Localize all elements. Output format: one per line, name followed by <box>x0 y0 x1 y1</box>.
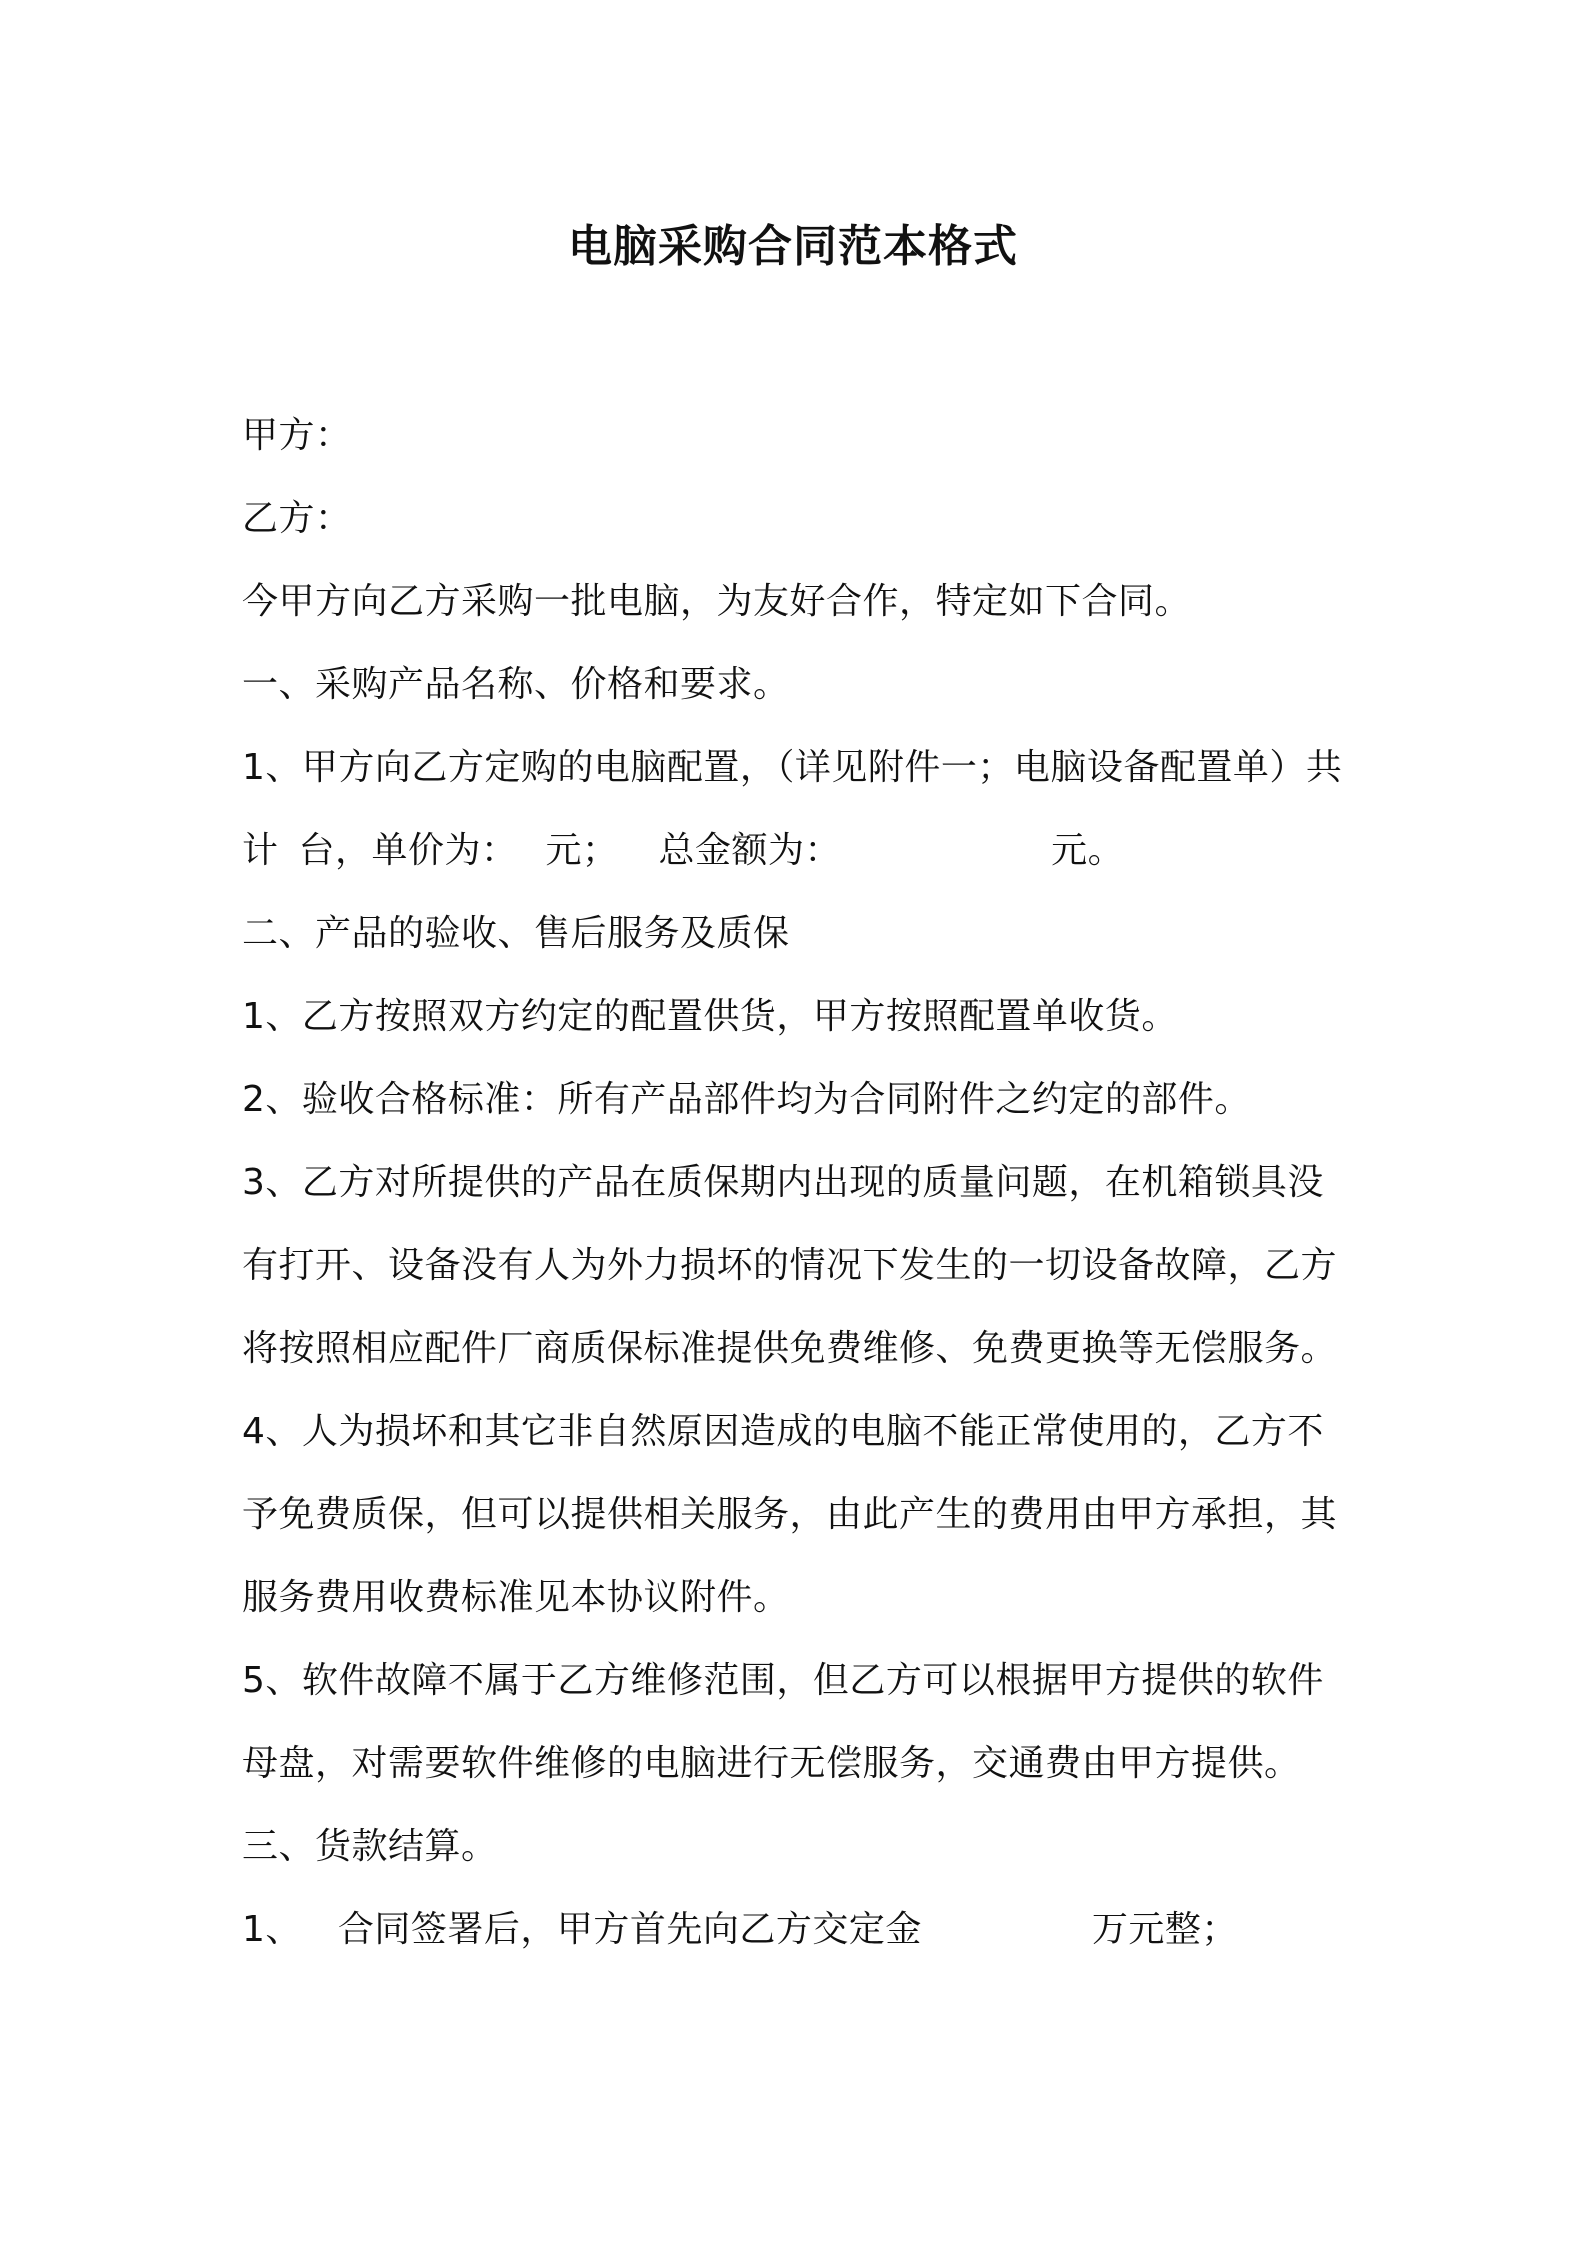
section-2-item-2: 2、验收合格标准：所有产品部件均为合同附件之约定的部件。 <box>242 1079 1251 1120</box>
section-2-item-3-line-1: 3、乙方对所提供的产品在质保期内出现的质量问题，在机箱锁具没 <box>242 1162 1324 1203</box>
section-2-heading: 二、产品的验收、售后服务及质保 <box>242 913 790 954</box>
party-a-label: 甲方： <box>242 415 352 456</box>
section-2-item-1: 1、乙方按照双方约定的配置供货，甲方按照配置单收货。 <box>242 996 1178 1037</box>
unit-price-label: 台，单价为： <box>298 830 518 871</box>
count-prefix: 计 <box>242 830 279 871</box>
deposit-text: 合同签署后，甲方首先向乙方交定金 <box>337 1909 922 1950</box>
section-3-item-1 <box>242 1902 1362 1958</box>
section-2-item-3-line-3: 将按照相应配件厂商质保标准提供免费维修、免费更换等无偿服务。 <box>242 1328 1338 1369</box>
party-b-label: 乙方： <box>242 498 352 539</box>
section-2-item-4-line-2: 予免费质保，但可以提供相关服务，由此产生的费用由甲方承担，其 <box>242 1494 1338 1535</box>
document-title: 电脑采购合同范本格式 <box>568 221 1018 272</box>
section-3-heading: 三、货款结算。 <box>242 1826 498 1867</box>
total-amount-label: 总金额为： <box>658 830 842 871</box>
item-number: 1、 <box>242 1909 302 1950</box>
section-1-heading: 一、采购产品名称、价格和要求。 <box>242 664 790 705</box>
section-2-item-5-line-1: 5、软件故障不属于乙方维修范围，但乙方可以根据甲方提供的软件 <box>242 1660 1324 1701</box>
intro-paragraph: 今甲方向乙方采购一批电脑，为友好合作，特定如下合同。 <box>242 581 1192 622</box>
section-1-item-1-line-1: 1、甲方向乙方定购的电脑配置，（详见附件一；电脑设备配置单）共 <box>242 747 1343 788</box>
section-2-item-4-line-1: 4、人为损坏和其它非自然原因造成的电脑不能正常使用的，乙方不 <box>242 1411 1324 1452</box>
total-amount-currency: 元。 <box>1051 830 1125 871</box>
deposit-unit: 万元整； <box>1091 1909 1238 1950</box>
section-2-item-5-line-2: 母盘，对需要软件维修的电脑进行无偿服务，交通费由甲方提供。 <box>242 1743 1301 1784</box>
section-2-item-3-line-2: 有打开、设备没有人为外力损坏的情况下发生的一切设备故障，乙方 <box>242 1245 1338 1286</box>
unit-price-currency: 元； <box>545 830 619 871</box>
section-2-item-4-line-3: 服务费用收费标准见本协议附件。 <box>242 1577 790 1618</box>
section-1-item-1-line-2 <box>242 823 1362 879</box>
